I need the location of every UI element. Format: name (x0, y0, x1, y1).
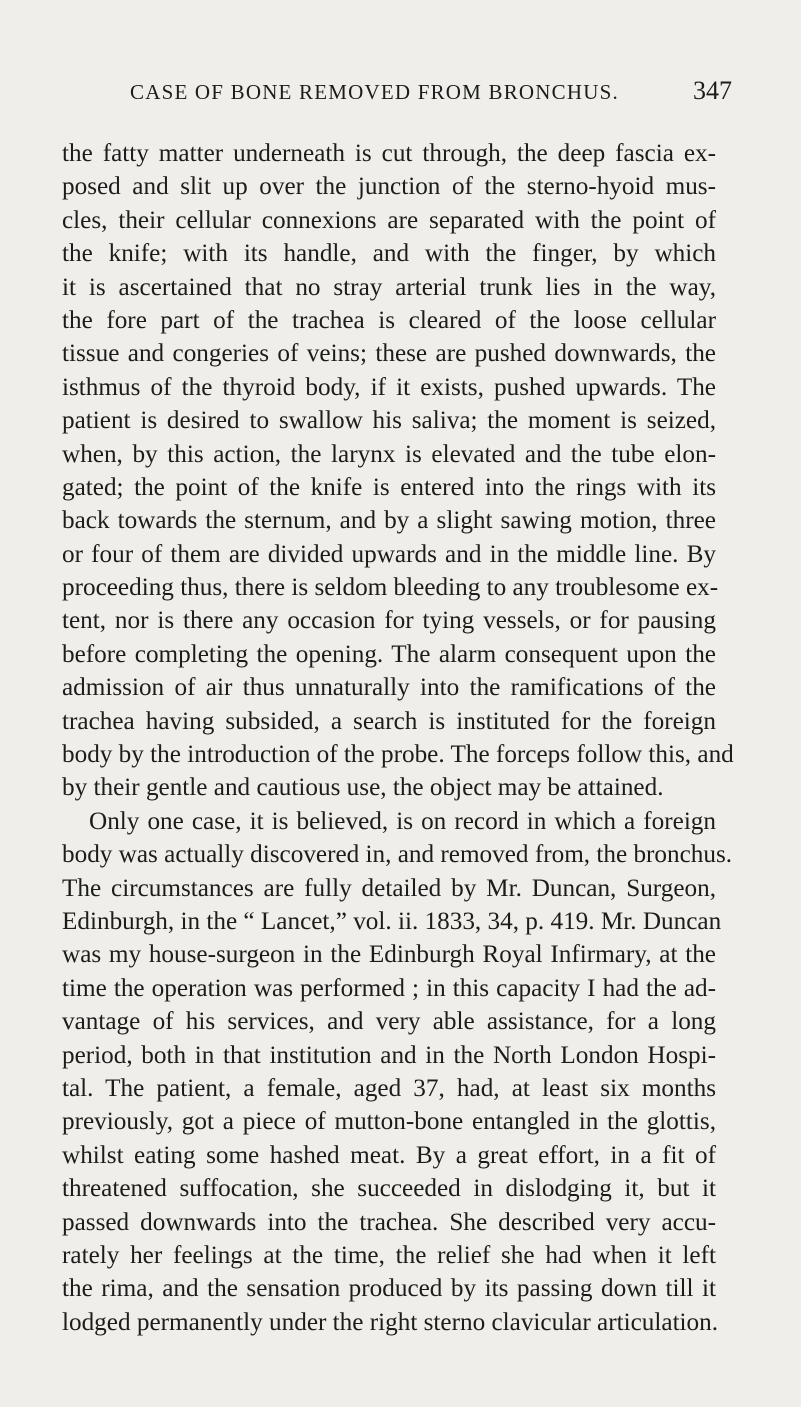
text-line: period, both in that institution and in the North London Hospi- (62, 1041, 716, 1069)
page-number: 347 (693, 76, 732, 105)
text-line: the rima, and the sensation produced by its passing down till it (62, 1275, 716, 1303)
running-head: CASE OF BONE REMOVED FROM BRONCHUS. (130, 80, 619, 104)
text-line: when, by this action, the larynx is elevated and the tube elon- (62, 440, 716, 468)
text-line: trachea having subsided, a search is instituted for the foreign (62, 707, 716, 735)
text-line: the fatty matter underneath is cut through, the deep fascia ex- (62, 140, 716, 167)
text-line: cles, their cellular connexions are separated with the point of (62, 206, 716, 234)
text-line: body was actually discovered in, and removed from, the bronchus. (62, 841, 733, 869)
text-line: or four of them are divided upwards and in the middle line. By (62, 540, 716, 568)
text-line: was my house-surgeon in the Edinburgh Royal Infirmary, at the (62, 941, 716, 969)
text-line: threatened suffocation, she succeeded in dislodging it, but it (62, 1175, 716, 1203)
paragraph-first-line: Only one case, it is believed, is on record in which a foreign (89, 807, 716, 835)
text-line: posed and slit up over the junction of the sterno-hyoid mus- (62, 173, 716, 201)
text-line: Edinburgh, in the “ Lancet,” vol. ii. 1833, 34, p. 419. Mr. Duncan (62, 907, 722, 935)
text-line: whilst eating some hashed meat. By a great effort, in a fit of (62, 1141, 716, 1169)
text-line: tissue and congeries of veins; these are pushed downwards, the (62, 340, 716, 368)
paragraph-end-line: by their gentle and cautious use, the object may be attained. (62, 774, 664, 802)
text-line: body by the introduction of the probe. The forceps follow this, and (62, 741, 734, 769)
text-line: tent, nor is there any occasion for tying vessels, or for pausing (62, 607, 716, 635)
text-line: gated; the point of the knife is entered into the rings with its (62, 473, 716, 501)
text-line: the fore part of the trachea is cleared of the loose cellular (62, 306, 716, 334)
text-line: back towards the sternum, and by a slight sawing motion, three (62, 507, 716, 535)
text-line: time the operation was performed ; in this capacity I had the ad- (62, 974, 716, 1002)
text-line: The circumstances are fully detailed by Mr. Duncan, Surgeon, (62, 874, 716, 902)
text-line: before completing the opening. The alarm consequent upon the (62, 640, 716, 668)
text-line: it is ascertained that no stray arterial trunk lies in the way, (62, 273, 716, 301)
text-line: admission of air thus unnaturally into the ramifications of the (62, 674, 716, 702)
text-line: rately her feelings at the time, the relief she had when it left (62, 1241, 716, 1269)
text-line: proceeding thus, there is seldom bleeding to any troublesome ex- (62, 574, 719, 602)
body-text (62, 137, 734, 1339)
text-line: previously, got a piece of mutton-bone entangled in the glottis, (62, 1108, 716, 1136)
text-line: lodged permanently under the right sterno clavicular articulation. (62, 1308, 719, 1336)
text-line: vantage of his services, and very able assistance, for a long (62, 1008, 716, 1036)
page-header (0, 76, 801, 110)
text-line: tal. The patient, a female, aged 37, had, at least six months (62, 1074, 716, 1102)
text-line: patient is desired to swallow his saliva; the moment is seized, (62, 407, 716, 435)
text-line: passed downwards into the trachea. She described very accu- (62, 1208, 716, 1236)
text-line: the knife; with its handle, and with the finger, by which (62, 240, 716, 268)
text-line: isthmus of the thyroid body, if it exists, pushed upwards. The (62, 373, 716, 401)
